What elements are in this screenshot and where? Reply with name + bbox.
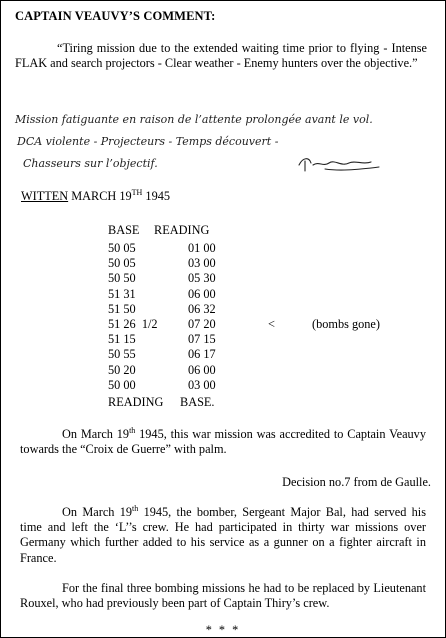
quote-text: “Tiring mission due to the extended waiting time prior to flying - Intense FLAK and search projectors - Clear weather - Enemy hunters over the objective.” (15, 41, 427, 71)
release-marker: < (268, 316, 275, 331)
target-name: WITTEN (21, 189, 69, 203)
readings-table (108, 241, 428, 393)
section-separator: * * * (205, 623, 241, 637)
table-row: 50 00 03 00 (108, 377, 216, 392)
table-footer-reading: READING (108, 395, 164, 409)
table-footer-base: BASE. (180, 395, 215, 409)
replacement-paragraph: For the final three bombing missions he had to be replaced by Lieutenant Rouxel, who had previously been part of Captain Thiry’s crew. (20, 581, 426, 611)
table-row: 51 15 07 15 (108, 332, 216, 347)
handwritten-line-3: Chasseurs sur l’objectif. (23, 157, 158, 170)
table-header-reading: READING (154, 223, 210, 237)
table-row-bombs-gone: 51 26 1/2 07 20 < (bombs gone) (108, 316, 380, 331)
mission-date-line: WITTEN MARCH 19TH 1945 (21, 188, 171, 203)
quote-paragraph (15, 41, 427, 71)
table-header-base: BASE (108, 223, 140, 237)
section-heading: CAPTAIN VEAUVY’S COMMENT: (15, 9, 216, 23)
table-row: 51 50 06 32 (108, 301, 216, 316)
accreditation-paragraph: On March 19th 1945, this war mission was accredited to Captain Veauvy towards the “Croix de Guerre” with palm. (20, 426, 426, 457)
table-row: 50 50 05 30 (108, 271, 216, 286)
table-row: 50 55 06 17 (108, 347, 216, 362)
decision-line: Decision no.7 from de Gaulle. (282, 475, 431, 489)
table-row: 50 05 01 00 (108, 241, 216, 255)
table-row: 50 20 06 00 (108, 362, 216, 377)
bombs-gone-note: (bombs gone) (312, 316, 380, 331)
handwritten-line-2: DCA violente - Projecteurs - Temps découvert - (17, 135, 279, 148)
handwritten-line-1: Mission fatiguante en raison de l’attente prolongée avant le vol. (15, 113, 373, 126)
crew-change-paragraph: On March 19th 1945, the bomber, Sergeant Major Bal, had served his time and left the ‘L’’s crew. He had participated in thirty war missions over Germany which further added to his service as a gunner on a fighter aircraft in France. (20, 504, 426, 565)
table-row: 50 05 03 00 (108, 256, 216, 271)
table-row: 51 31 06 00 (108, 286, 216, 301)
signature (295, 151, 385, 175)
